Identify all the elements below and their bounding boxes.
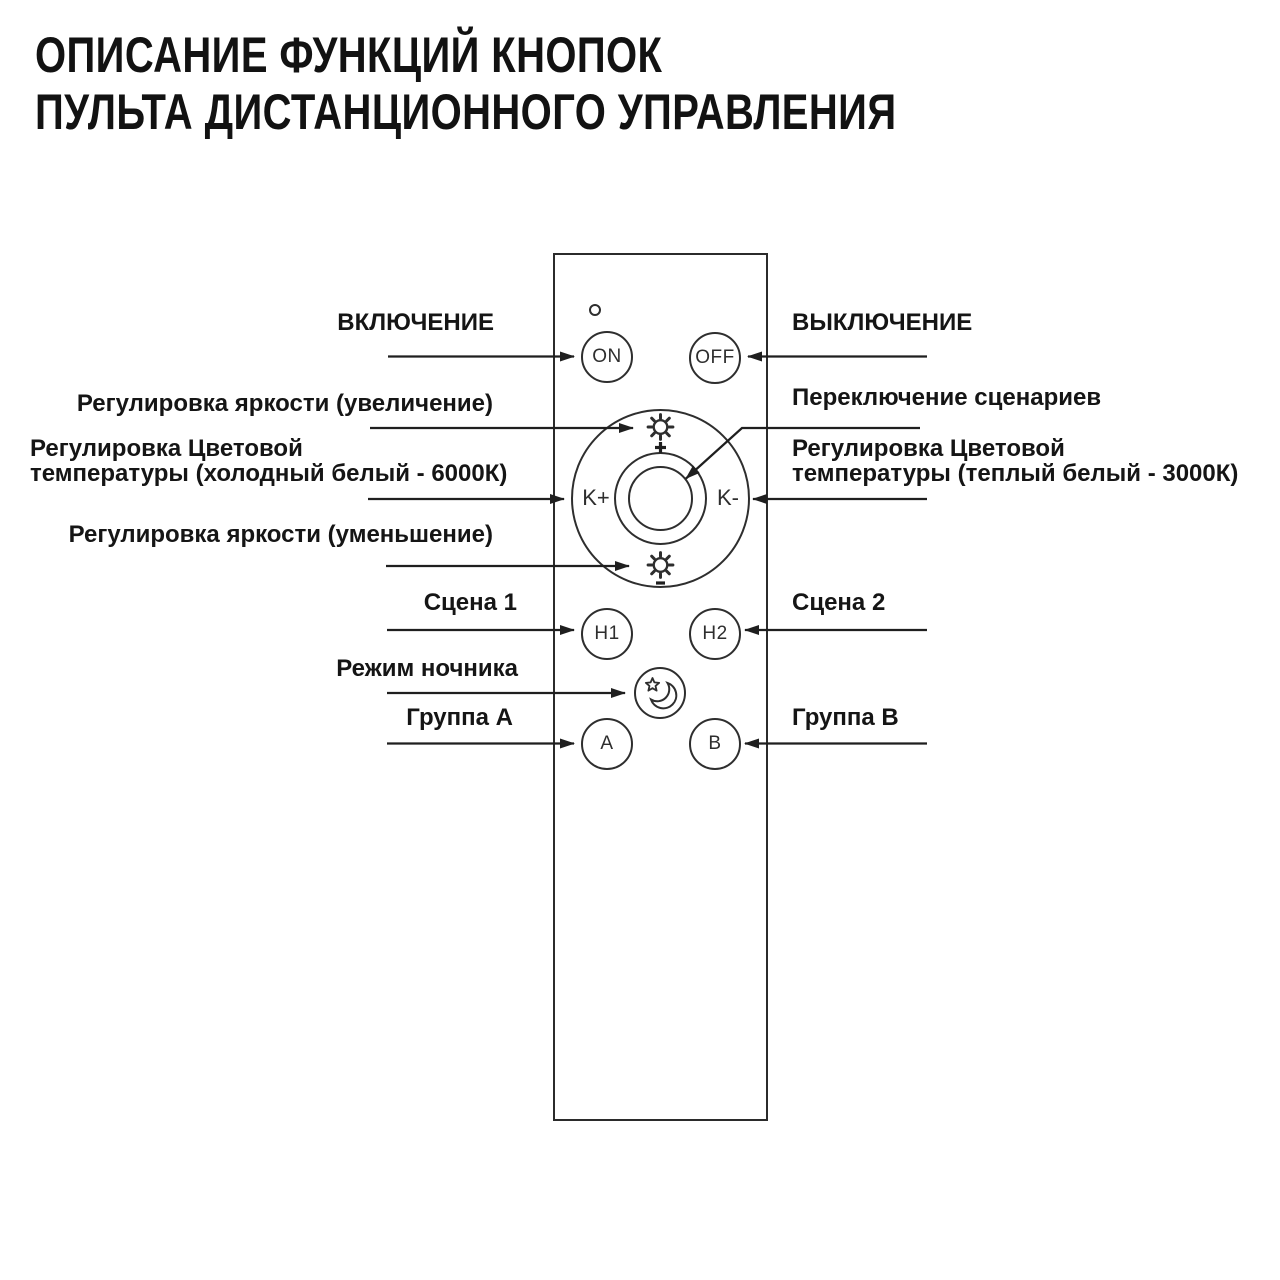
night-mode-button[interactable] [634, 667, 686, 719]
label-scene2: Сцена 2 [792, 589, 886, 616]
off-button[interactable] [689, 332, 741, 384]
label-group-a: Группа A [406, 704, 513, 731]
label-power-on: ВКЛЮЧЕНИЕ [337, 309, 494, 336]
a-button-label: A [600, 733, 614, 754]
label-cct-warm [792, 436, 1238, 486]
label-scenario-switch: Переключение сценариев [792, 384, 1102, 411]
off-button-label: OFF [695, 347, 735, 368]
h1-button-label: H1 [594, 623, 620, 644]
moon-star-icon [636, 669, 684, 717]
label-power-off: ВЫКЛЮЧЕНИЕ [792, 309, 973, 336]
label-cct-warm-line1: Регулировка Цветовой [792, 435, 1065, 462]
label-cct-cold-line2: температуры (холодный белый - 6000К) [30, 460, 508, 487]
label-scene1: Сцена 1 [423, 589, 517, 616]
label-cct-cold-line1: Регулировка Цветовой [30, 435, 303, 462]
on-button-label: ON [592, 346, 622, 367]
label-brightness-down: Регулировка яркости (уменьшение) [68, 521, 493, 548]
scene2-button[interactable] [689, 608, 741, 660]
label-group-b: Группа B [792, 704, 899, 731]
scene1-button[interactable] [581, 608, 633, 660]
group-a-button[interactable] [581, 718, 633, 770]
color-temp-minus-button[interactable] [705, 485, 751, 511]
k-plus-label: K+ [582, 485, 610, 510]
label-night-mode: Режим ночника [336, 655, 518, 682]
page-title [35, 27, 896, 141]
page-title-line2: ПУЛЬТА ДИСТАНЦИОННОГО УПРАВЛЕНИЯ [35, 84, 897, 140]
on-button[interactable] [581, 331, 633, 383]
label-brightness-up: Регулировка яркости (увеличение) [76, 390, 493, 417]
b-button-label: B [708, 733, 722, 754]
color-temp-plus-button[interactable] [573, 485, 619, 511]
h2-button-label: H2 [702, 623, 728, 644]
page-title-line1: ОПИСАНИЕ ФУНКЦИЙ КНОПОК [35, 27, 663, 83]
k-minus-label: K- [717, 485, 739, 510]
label-cct-warm-line2: температуры (теплый белый - 3000К) [792, 460, 1239, 487]
led-indicator [589, 304, 601, 316]
scenario-center-button[interactable] [628, 466, 693, 531]
label-cct-cold [30, 436, 507, 486]
group-b-button[interactable] [689, 718, 741, 770]
